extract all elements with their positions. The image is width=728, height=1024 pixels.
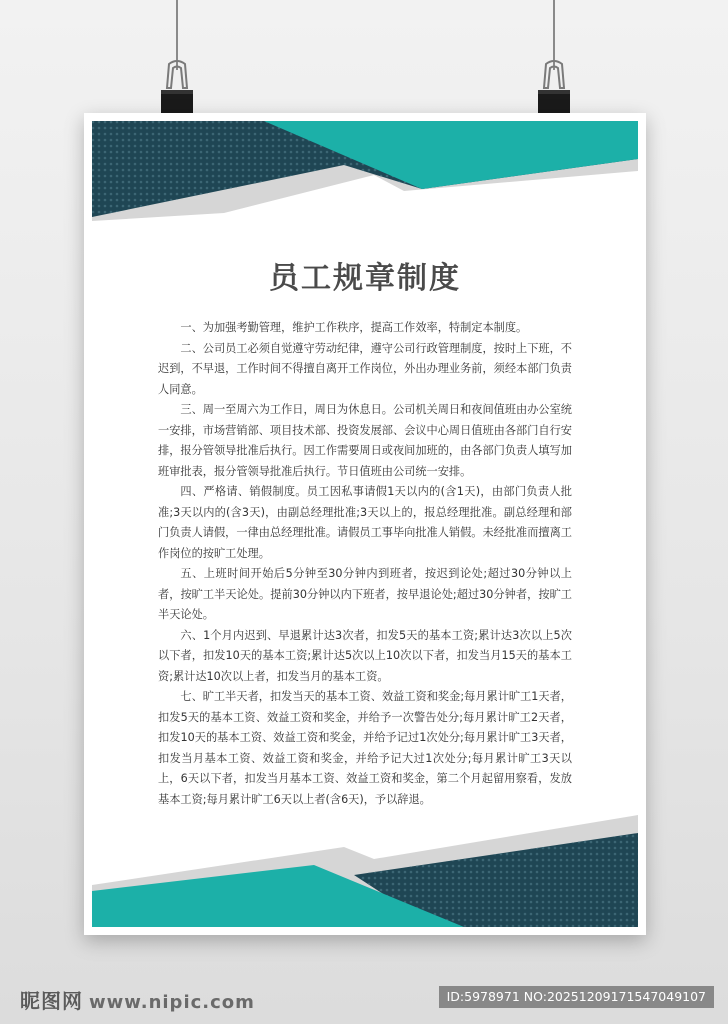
rule-paragraph: 三、周一至周六为工作日，周日为休息日。公司机关周日和夜间值班由办公室统一安排，市场营销部、项目技术部、投资发展部、会议中心周日值班由各部门自行安排，报分管领导批准后执行。因工作需要周日或夜间加班的，由各部门负责人填写加班审批表，报分管领导批准后执行。节日值班由公司统一安排。 — [158, 403, 572, 478]
rule-paragraph: 六、1个月内迟到、早退累计达3次者，扣发5天的基本工资;累计达3次以上5次以下者，扣发10天的基本工资;累计达5次以上10次以下者，扣发当月15天的基本工资;累计达10次以上者，扣发当月的基本工资。 — [158, 628, 572, 683]
watermark-brand — [20, 985, 255, 1014]
poster — [84, 113, 646, 935]
rule-paragraph: 四、严格请、销假制度。员工因私事请假1天以内的(含1天)，由部门负责人批准;3天以内的(含3天)，由副总经理批准;3天以上的，报总经理批准。副总经理和部门负责人请假，一律由总经理批准。请假员工事毕向批准人销假。未经批准而擅离工作岗位的按旷工处理。 — [158, 485, 572, 560]
rules-content — [158, 318, 572, 810]
rule-paragraph: 二、公司员工必须自觉遵守劳动纪律，遵守公司行政管理制度，按时上下班，不迟到，不早退，工作时间不得擅自离开工作岗位，外出办理业务前，须经本部门负责人同意。 — [158, 341, 572, 396]
rule-paragraph: 五、上班时间开始后5分钟至30分钟内到班者，按迟到论处;超过30分钟以上者，按旷工半天论处。提前30分钟以内下班者，按早退论处;超过30分钟者，按旷工半天论处。 — [158, 567, 572, 621]
watermark-id-badge: ID:5978971 NO:20251209171547049107 — [439, 986, 714, 1008]
watermark-brand-name: 昵图网 — [20, 989, 83, 1013]
rule-paragraph: 七、旷工半天者，扣发当天的基本工资、效益工资和奖金;每月累计旷工1天者，扣发5天的基本工资、效益工资和奖金，并给予一次警告处分;每月累计旷工2天者，扣发10天的基本工资、效益工资和奖金，并给予记过1次处分;每月累计旷工3天者，扣发当月基本工资、效益工资和奖金，并给予记大过1次处分;每月累计旷工3天以上，6天以下者，扣发当月基本工资、效益工资和奖金，第二个月起留用察看，发放基本工资;每月累计旷工6天以上者(含6天)，予以辞退。 — [158, 690, 572, 806]
rule-paragraph: 一、为加强考勤管理，维护工作秩序，提高工作效率，特制定本制度。 — [180, 321, 528, 334]
page-title: 员工规章制度 — [269, 261, 461, 296]
top-decoration — [84, 113, 646, 233]
bottom-decoration — [84, 815, 646, 935]
watermark-url: www.nipic.com — [89, 992, 255, 1013]
